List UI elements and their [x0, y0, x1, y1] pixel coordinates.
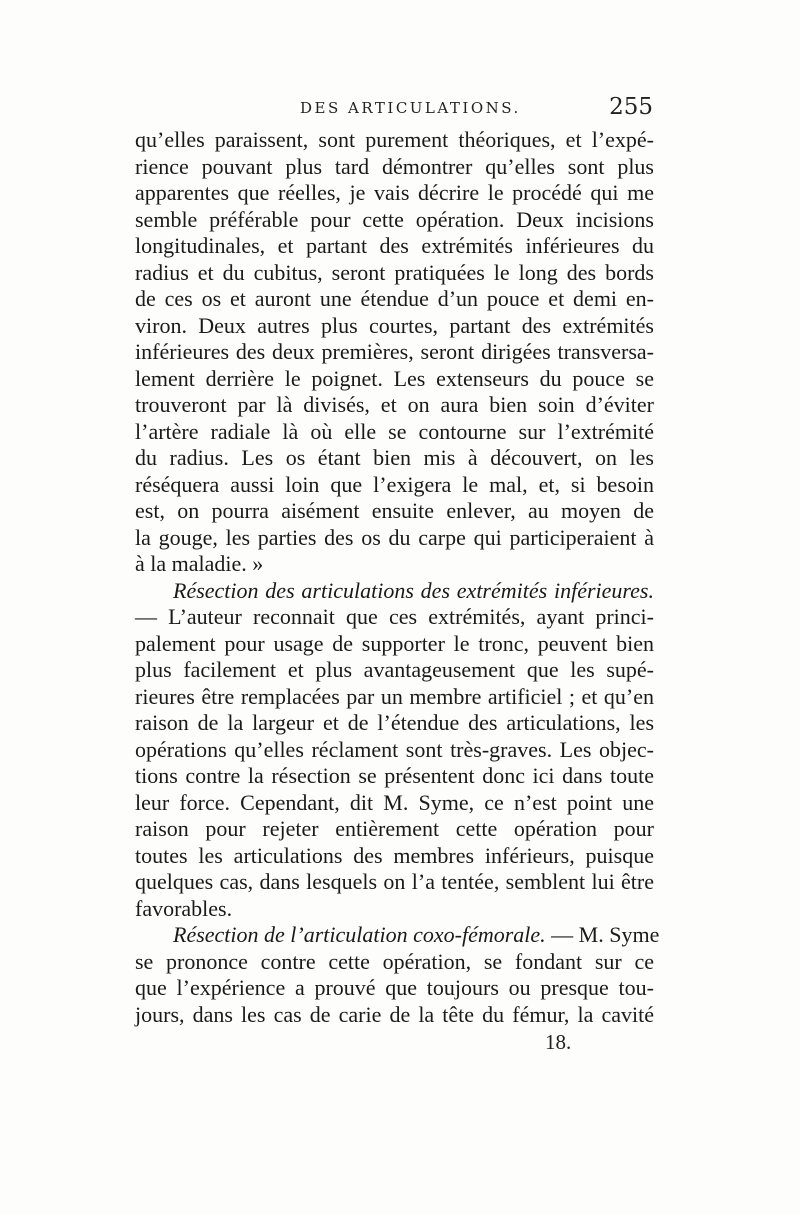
text-line: viron. Deux autres plus courtes, partant des extrémités — [135, 312, 654, 338]
text-line: tions contre la résection se présentent donc ici dans toute — [135, 763, 654, 788]
text-line: rience pouvant plus tard démontrer qu’elles sont plus — [135, 153, 654, 179]
text-line: favorables. — [135, 895, 233, 921]
text-line: leur force. Cependant, dit M. Syme, ce n’est point une — [135, 789, 654, 815]
text-line: qu’elles paraissent, sont purement théoriques, et l’expé- — [135, 127, 654, 152]
text-line: l’artère radiale là où elle se contourne sur l’extrémité — [135, 418, 654, 444]
signature-mark: 18. — [545, 1030, 572, 1054]
text-line: apparentes que réelles, je vais décrire le procédé qui me — [135, 180, 654, 205]
text-line: quelques cas, dans lesquels on l’a tentée, semblent lui être — [135, 869, 654, 894]
text-line: que l’expérience a prouvé que toujours ou presque tou- — [135, 975, 654, 1000]
text-line: du radius. Les os étant bien mis à découvert, on les — [135, 445, 654, 470]
text-line: longitudinales, et partant des extrémités inférieures du — [135, 233, 654, 258]
text-line: toutes les articulations des membres inférieurs, puisque — [135, 842, 654, 868]
section-heading — [135, 578, 654, 605]
text-line: raison de la largeur et de l’étendue des articulations, les — [135, 710, 654, 735]
text-line: de ces os et auront une étendue d’un pouce et demi en- — [135, 286, 654, 311]
running-head: DES ARTICULATIONS. — [300, 99, 521, 117]
page-number: 255 — [609, 94, 653, 120]
text-line: la gouge, les parties des os du carpe qui participeraient à — [135, 524, 654, 550]
text-line: rieures être remplacées par un membre artificiel ; et qu’en — [135, 683, 654, 709]
text-line: se prononce contre cette opération, se fondant sur ce — [135, 948, 654, 974]
text-line: trouveront par là divisés, et on aura bien soin d’éviter — [135, 392, 654, 417]
text-line: lement derrière le poignet. Les extenseurs du pouce se — [135, 365, 654, 391]
text-line: est, on pourra aisément ensuite enlever, au moyen de — [135, 498, 654, 523]
text-line: plus facilement et plus avantageusement que les supé- — [135, 657, 654, 682]
text-line: opérations qu’elles réclament sont très-graves. Les objec- — [135, 736, 654, 762]
text-line: — L’auteur reconnait que ces extrémités, ayant princi- — [135, 604, 654, 629]
section-heading: Résection de l’articulation coxo-fémorale. — M. Syme — [173, 922, 660, 947]
page-header — [135, 94, 655, 127]
text-line: palement pour usage de supporter le tronc, peuvent bien — [135, 630, 654, 656]
text-line: semble préférable pour cette opération. Deux incisions — [135, 206, 654, 232]
text-line: jours, dans les cas de carie de la tête du fémur, la cavité — [135, 1001, 654, 1027]
section-title: Résection de l’articulation coxo-fémorale. — [173, 922, 546, 947]
text-line: à la maladie. » — [135, 551, 264, 576]
text-line: raison pour rejeter entièrement cette opération pour — [135, 816, 654, 841]
body-text — [135, 127, 660, 1028]
section-title: Résection des articulations des extrémités inférieures. — [173, 577, 654, 603]
text-line: réséquera aussi loin que l’exigera le mal, et, si besoin — [135, 471, 654, 497]
text-line: inférieures des deux premières, seront dirigées transversa- — [135, 339, 654, 364]
text-line: radius et du cubitus, seront pratiquées le long des bords — [135, 259, 654, 285]
